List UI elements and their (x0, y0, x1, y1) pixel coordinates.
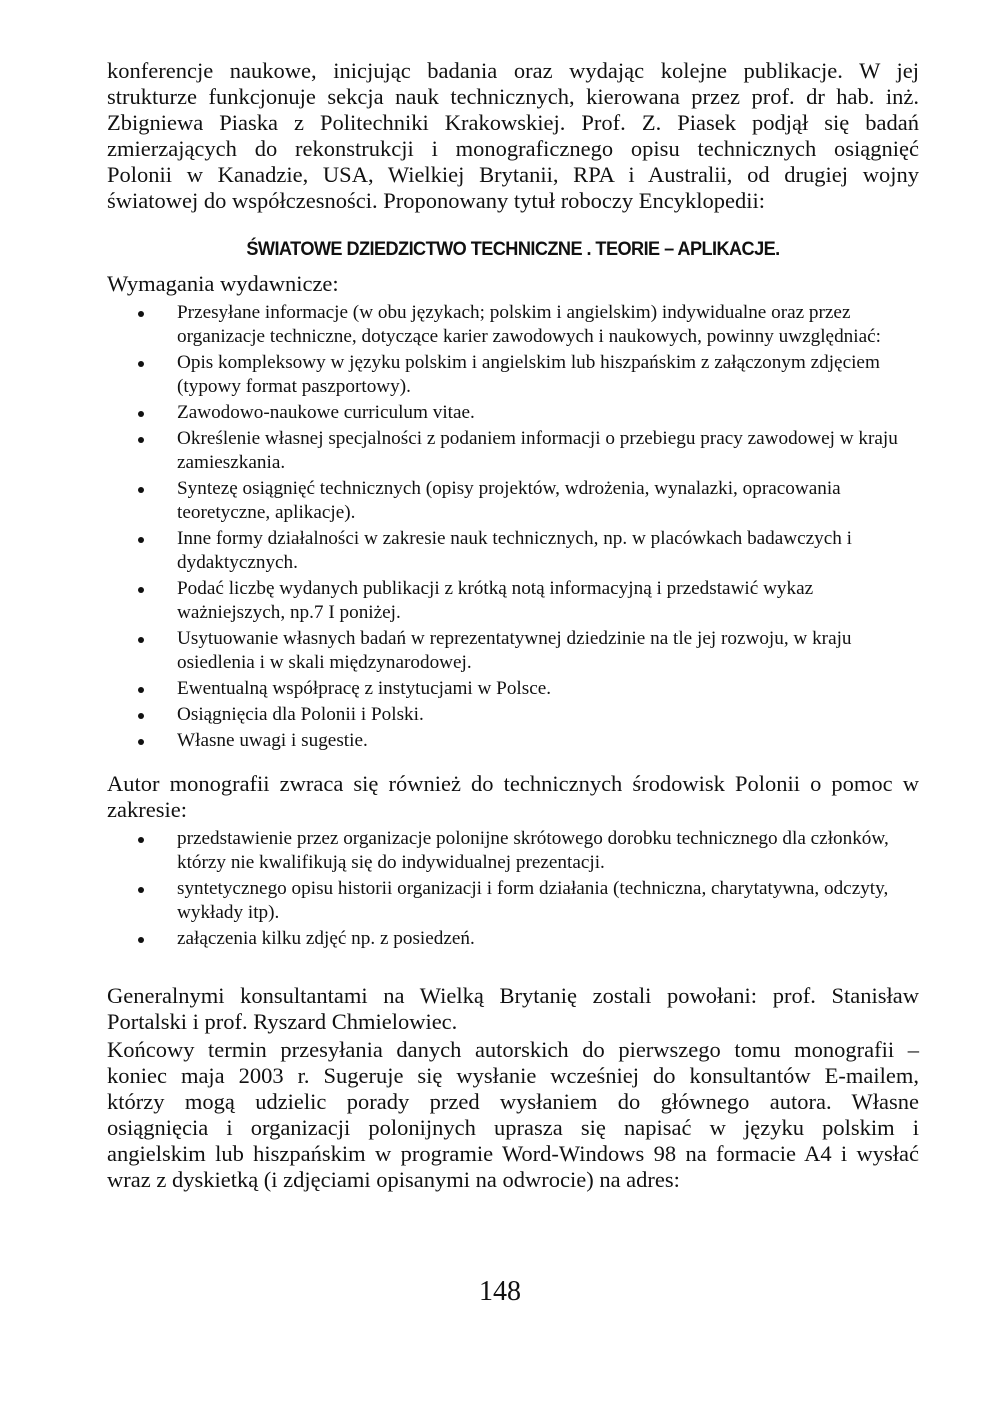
bullet-icon (138, 437, 144, 443)
bullet-icon (138, 361, 144, 367)
list-item-text: Zawodowo-naukowe curriculum vitae. (177, 402, 475, 423)
bullet-icon (138, 937, 144, 943)
encyclopedia-title-heading: ŚWIATOWE DZIEDZICTWO TECHNICZNE . TEORIE – APLIKACJE. (246, 238, 780, 260)
list-item-text: Podać liczbę wydanych publikacji z krótką notą informacyjną i przedstawić wykaz ważniejszych, np.7 I poniżej. (177, 578, 814, 623)
list-item (107, 301, 919, 349)
text-line: którzy mogą udzielic porady przed wysłaniem do głównego autora. Własne (107, 1089, 919, 1114)
bullet-icon (138, 637, 144, 643)
text-line: światowej do współczesności. Proponowany tytuł roboczy Encyklopedii: (107, 188, 766, 213)
list-item (107, 351, 919, 399)
list-item (107, 477, 919, 525)
text-line: Portalski i prof. Ryszard Chmielowiec. (107, 1009, 458, 1034)
bullet-icon (138, 837, 144, 843)
list-item (107, 401, 919, 425)
text-line: angielskim lub hiszpańskim w programie Word-Windows 98 na formacie A4 i wysłać (107, 1141, 919, 1166)
text-line: Autor monografii zwraca się również do technicznych środowisk Polonii o pomoc w (107, 771, 919, 796)
page-number: 148 (479, 1276, 521, 1307)
requirements-list (107, 301, 919, 753)
list-item (107, 827, 919, 875)
list-item-text: Syntezę osiągnięć technicznych (opisy projektów, wdrożenia, wynalazki, opracowania teoretyczne, aplikacje). (177, 478, 841, 523)
text-line: Generalnymi konsultantami na Wielką Brytanię zostali powołani: prof. Stanisław (107, 983, 919, 1008)
list-item (107, 577, 919, 625)
bullet-icon (138, 713, 144, 719)
list-item-text: Ewentualną współpracę z instytucjami w Polsce. (177, 678, 552, 699)
text-line: strukturze funkcjonuje sekcja nauk technicznych, kierowana przez prof. dr hab. inż. (107, 84, 919, 109)
list-item-text: przedstawienie przez organizacje polonijne skrótowego dorobku technicznego dla członków, którzy nie kwalifikują się do indywidualnej prezentacji. (177, 828, 889, 873)
list-item-text: Inne formy działalności w zakresie nauk technicznych, np. w placówkach badawczych i dydaktycznych. (177, 528, 853, 573)
list-item-text: Własne uwagi i sugestie. (177, 730, 368, 751)
bullet-icon (138, 311, 144, 317)
text-line: zmierzających do rekonstrukcji i monograficznego opisu technicznych osiągnięć (107, 136, 919, 161)
list-item-text: załączenia kilku zdjęć np. z posiedzeń. (177, 928, 475, 949)
text-line: koniec maja 2003 r. Sugeruje się wysłanie wcześniej do konsultantów E-mailem, (107, 1063, 919, 1088)
bullet-icon (138, 411, 144, 417)
list-item-text: Usytuowanie własnych badań w reprezentatywnej dziedzinie na tle jej rozwoju, w kraju osiedlenia i w skali międzynarodowej. (177, 628, 852, 673)
appeal-list (107, 827, 919, 951)
list-item-text: Przesyłane informacje (w obu językach; polskim i angielskim) indywidualne oraz przez organizacje techniczne, dotyczące karier zawodowych i naukowych, powinny uwzględniać: (177, 302, 881, 347)
list-item-text: syntetycznego opisu historii organizacji i form działania (techniczna, charytatywna, odczyty, wykłady itp). (177, 878, 889, 923)
list-item-text: Opis kompleksowy w języku polskim i angielskim lub hiszpańskim z załączonym zdjęciem (typowy format paszportowy). (177, 352, 880, 397)
list-item (107, 927, 919, 951)
list-item (107, 427, 919, 475)
bullet-icon (138, 887, 144, 893)
consultants-paragraph (107, 983, 919, 1035)
bullet-icon (138, 739, 144, 745)
text-line: Końcowy termin przesyłania danych autorskich do pierwszego tomu monografii – (107, 1037, 919, 1062)
list-item (107, 527, 919, 575)
list-item (107, 729, 919, 753)
intro-paragraph (107, 58, 919, 214)
bullet-icon (138, 587, 144, 593)
list-item (107, 677, 919, 701)
text-line: Polonii w Kanadzie, USA, Wielkiej Brytanii, RPA i Australii, od drugiej wojny (107, 162, 919, 187)
requirements-label: Wymagania wydawnicze: (107, 271, 339, 296)
document-page (107, 58, 919, 1193)
list-item-text: Osiągnięcia dla Polonii i Polski. (177, 704, 424, 725)
bullet-icon (138, 687, 144, 693)
bullet-icon (138, 487, 144, 493)
text-line: konferencje naukowe, inicjując badania oraz wydając kolejne publikacje. W jej (107, 58, 919, 83)
deadline-paragraph (107, 1037, 919, 1193)
text-line: Zbigniewa Piaska z Politechniki Krakowskiej. Prof. Z. Piasek podjął się badań (107, 110, 919, 135)
list-item (107, 627, 919, 675)
appeal-paragraph (107, 771, 919, 823)
list-item (107, 877, 919, 925)
list-item (107, 703, 919, 727)
text-line: zakresie: (107, 797, 187, 822)
text-line: osiągnięcia i organizacji polonijnych uprasza się napisać w języku polskim i (107, 1115, 919, 1140)
bullet-icon (138, 537, 144, 543)
text-line: wraz z dyskietką (i zdjęciami opisanymi na odwrocie) na adres: (107, 1167, 680, 1192)
list-item-text: Określenie własnej specjalności z podaniem informacji o przebiegu pracy zawodowej w kraju zamieszkania. (177, 428, 898, 473)
